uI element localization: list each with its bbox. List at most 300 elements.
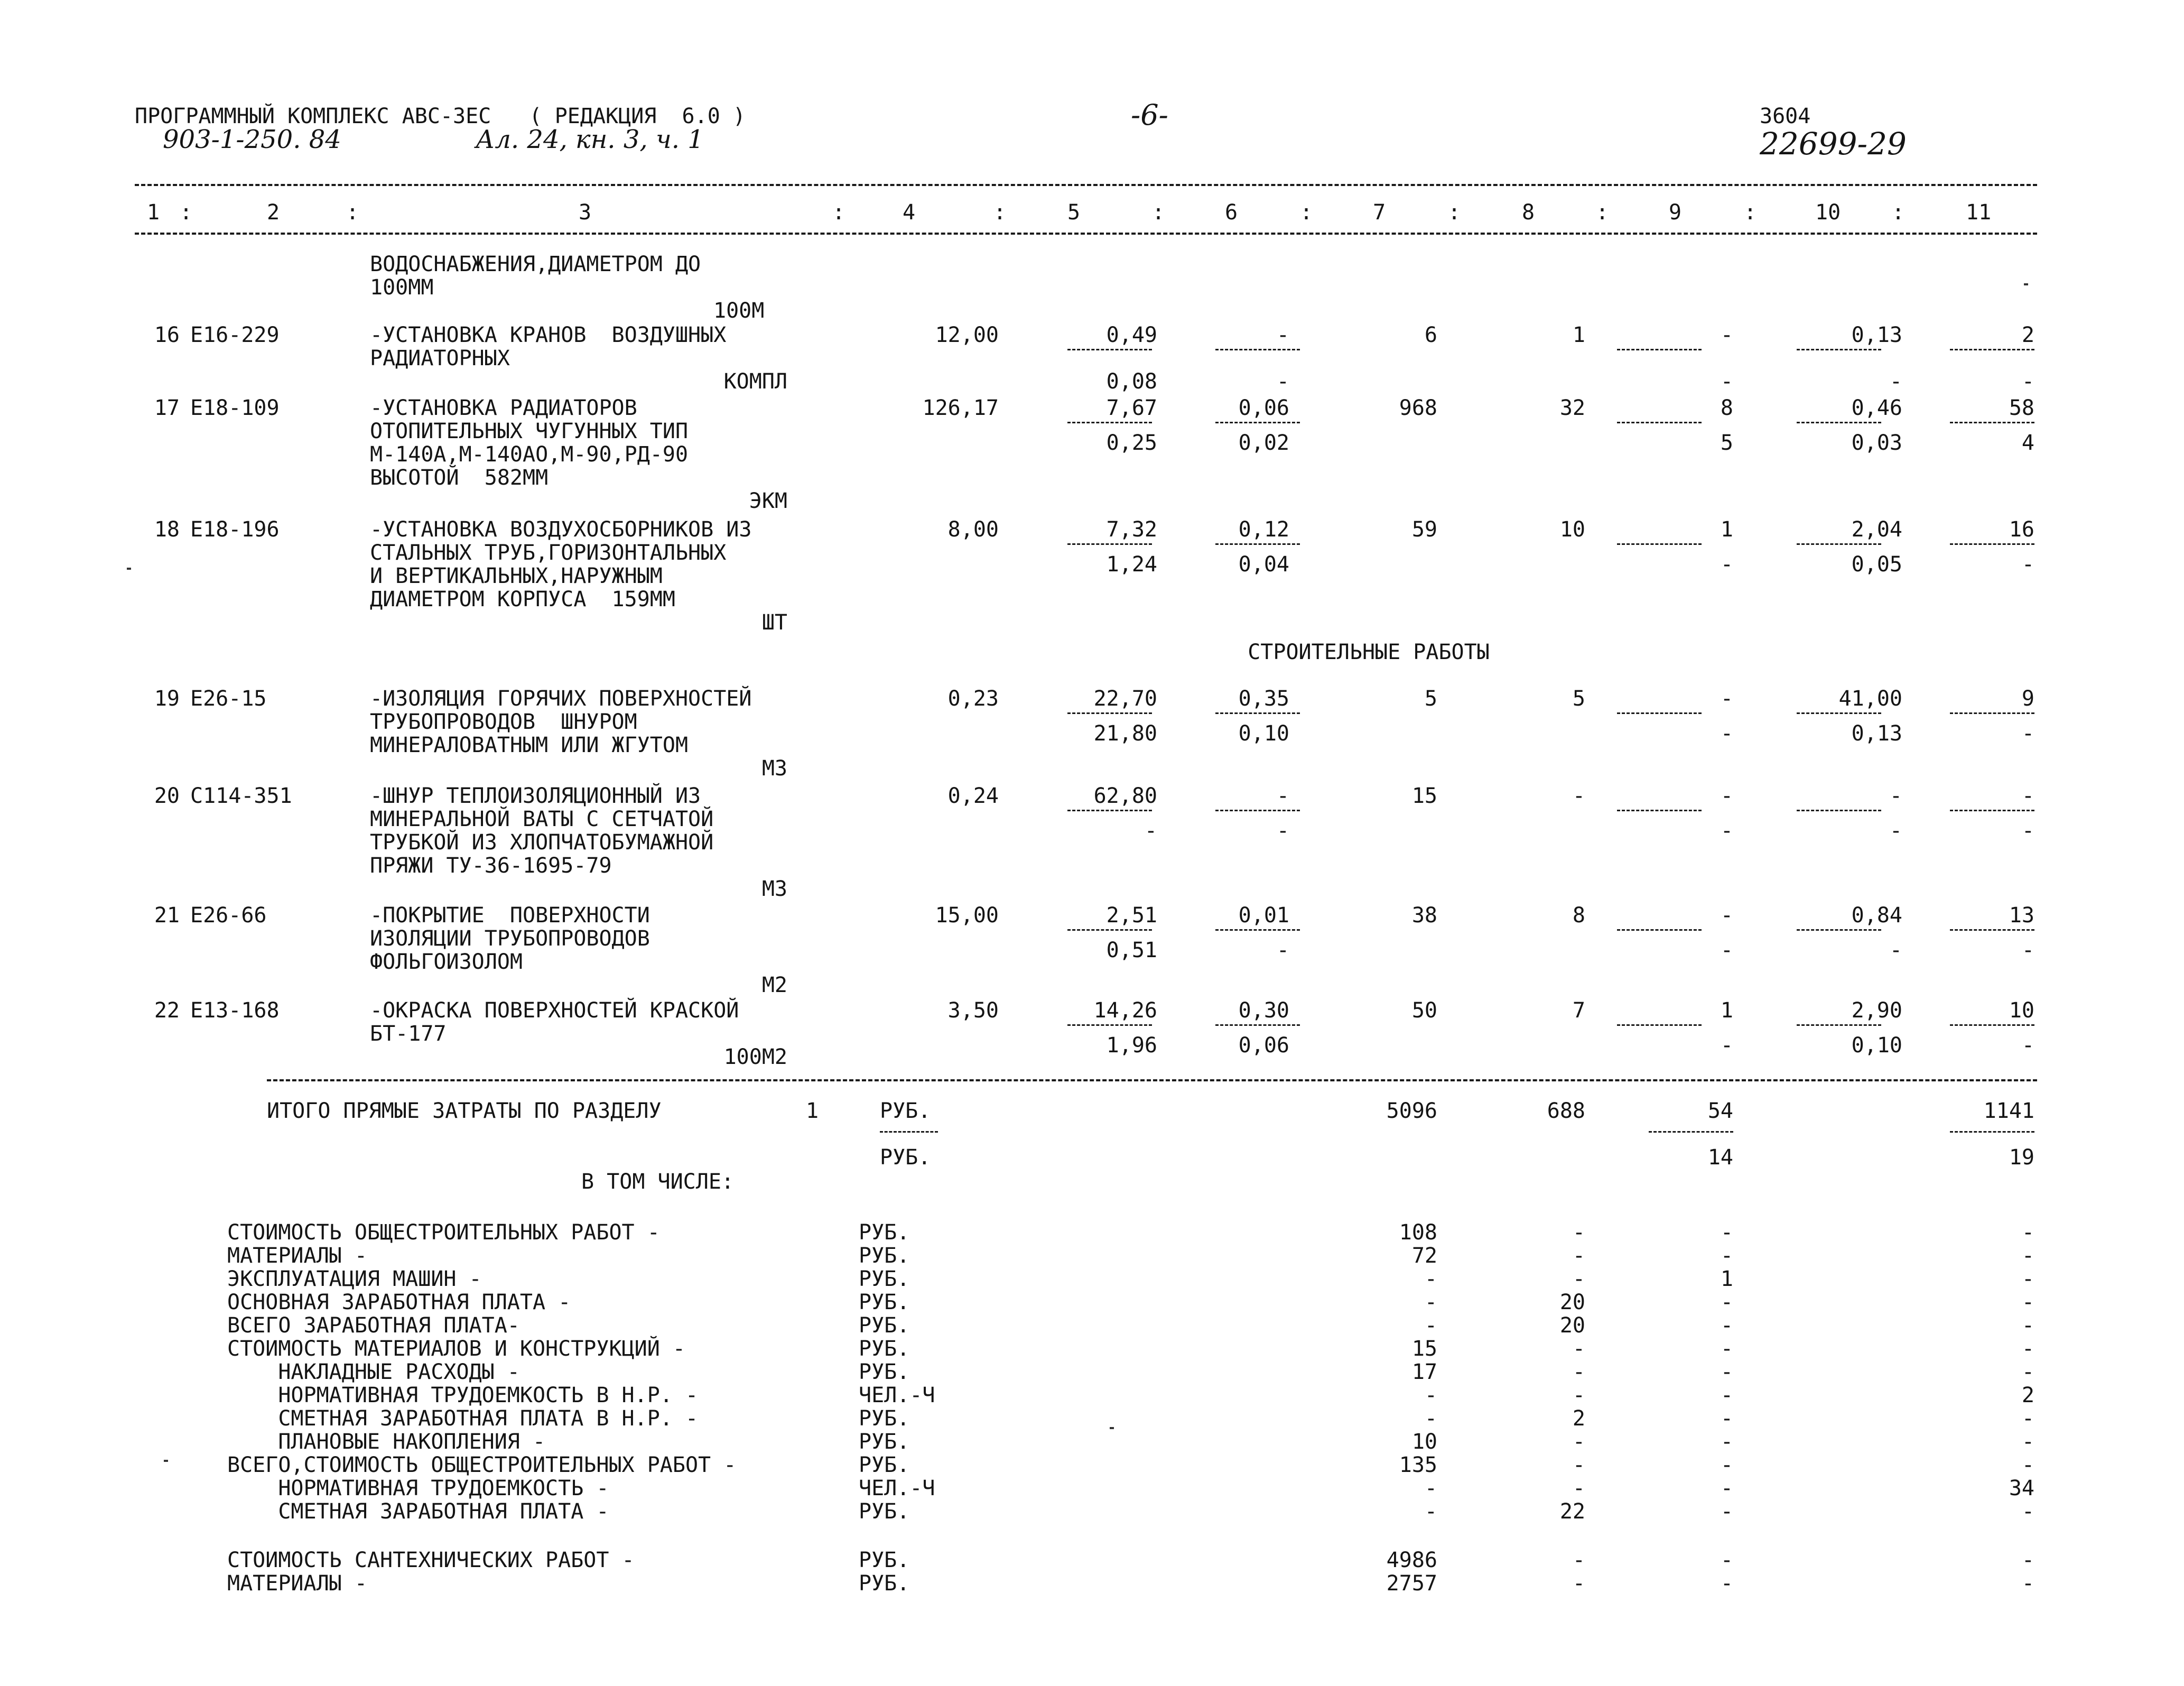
column-11-header: 11 [1966,200,1992,225]
col-10-value-secondary: - [1889,938,1902,962]
summary-label: СМЕТНАЯ ЗАРАБОТНАЯ ПЛАТА В Н.Р. - [227,1406,699,1431]
summary-unit: РУБ. [859,1220,910,1245]
summary-col-9: - [1720,1406,1733,1431]
work-description: -УСТАНОВКА КРАНОВ ВОЗДУШНЫХ [370,323,727,347]
cell-divider [1067,1024,1152,1026]
col-6-value-secondary: - [1276,369,1289,394]
col-11-value: 13 [2009,903,2034,928]
page-number: -6- [1131,98,1168,132]
unit-of-measure: М3 [761,877,787,901]
work-description: -УСТАНОВКА РАДИАТОРОВ [370,396,637,420]
summary-col-9: - [1720,1571,1733,1596]
summary-label: ОСНОВНАЯ ЗАРАБОТНАЯ ПЛАТА - [227,1290,571,1314]
scan-mark [2024,283,2028,285]
summary-col-9: - [1720,1476,1733,1500]
summary-unit: РУБ. [859,1548,910,1572]
work-description: -ШНУР ТЕПЛОИЗОЛЯЦИОННЫЙ ИЗ [370,784,701,808]
cell-divider [1797,929,1881,931]
summary-col-7: - [1424,1406,1437,1431]
cell-divider [1215,543,1300,545]
col-8-value: 8 [1572,903,1585,928]
summary-col-9: - [1720,1360,1733,1384]
summary-col-7: 17 [1411,1360,1437,1384]
column-5-header: 5 [1067,200,1081,225]
rate-code: Е18-196 [190,517,280,542]
work-description: -УСТАНОВКА ВОЗДУХОСБОРНИКОВ ИЗ [370,517,752,542]
col-5-value: 7,67 [1106,396,1157,420]
col-6-value-secondary: 0,02 [1238,431,1289,455]
summary-col-8: - [1572,1383,1585,1407]
header-rule-bottom [135,233,2037,235]
total-unit: РУБ. [880,1099,931,1123]
summary-col-7: 4986 [1386,1548,1437,1572]
summary-label: ЭКСПЛУАТАЦИЯ МАШИН - [227,1267,482,1291]
summary-label: НАКЛАДНЫЕ РАСХОДЫ - [227,1360,520,1384]
row-number: 20 [154,784,180,808]
summary-label: СМЕТНАЯ ЗАРАБОТНАЯ ПЛАТА - [227,1499,609,1524]
col-11-value-secondary: - [2021,938,2034,962]
summary-unit: РУБ. [859,1267,910,1291]
work-description: И ВЕРТИКАЛЬНЫХ,НАРУЖНЫМ [370,564,663,588]
col-8-value: 5 [1572,687,1585,711]
col-8-value: 10 [1559,517,1585,542]
col-8-value: 1 [1572,323,1585,347]
col-9-value: 1 [1720,998,1733,1023]
summary-col-8: 2 [1572,1406,1585,1431]
summary-col-9: - [1720,1499,1733,1524]
work-description: МИНЕРАЛЬНОЙ ВАТЫ С СЕТЧАТОЙ [370,807,714,831]
summary-col-11: - [2021,1430,2034,1454]
work-description: ТРУБОПРОВОДОВ ШНУРОМ [370,710,637,734]
total-label: ИТОГО ПРЯМЫЕ ЗАТРАТЫ ПО РАЗДЕЛУ [267,1099,662,1123]
col-11-value: 2 [2021,323,2034,347]
unit-of-measure: КОМПЛ [723,369,787,394]
col-6-value-secondary: - [1276,938,1289,962]
summary-col-7: - [1424,1476,1437,1500]
work-description: СТАЛЬНЫХ ТРУБ,ГОРИЗОНТАЛЬНЫХ [370,541,727,565]
summary-unit: РУБ. [859,1244,910,1268]
summary-col-11: - [2021,1360,2034,1384]
total-unit-secondary: РУБ. [880,1145,931,1170]
col-11-value-secondary: - [2021,1033,2034,1058]
column-2-header: 2 [267,200,280,225]
column-separator: : [1300,200,1313,225]
rate-code: Е13-168 [190,998,280,1023]
col-5-value-secondary: 1,24 [1106,552,1157,577]
summary-label: СТОИМОСТЬ САНТЕХНИЧЕСКИХ РАБОТ - [227,1548,635,1572]
summary-col-8: - [1572,1430,1585,1454]
column-9-header: 9 [1669,200,1682,225]
cell-divider [1649,1131,1733,1133]
total-col-7: 5096 [1386,1099,1437,1123]
summary-col-8: 20 [1559,1290,1585,1314]
unit-of-measure: ЭКМ [749,489,787,513]
cell-divider [1950,712,2034,714]
col-9-value: 1 [1720,517,1733,542]
summary-unit: РУБ. [859,1360,910,1384]
total-section-number: 1 [806,1099,819,1123]
including-label: В ТОМ ЧИСЛЕ: [581,1170,734,1194]
summary-col-8: - [1572,1571,1585,1596]
section-title: СТРОИТЕЛЬНЫЕ РАБОТЫ [1248,640,1490,664]
rate-code: Е26-15 [190,687,267,711]
summary-col-11: - [2021,1313,2034,1338]
summary-label: СТОИМОСТЬ МАТЕРИАЛОВ И КОНСТРУКЦИЙ - [227,1337,685,1361]
cell-divider [1950,422,2034,423]
work-description: МИНЕРАЛОВАТНЫМ ИЛИ ЖГУТОМ [370,733,689,757]
col-6-value: 0,30 [1238,998,1289,1023]
summary-col-9: - [1720,1453,1733,1477]
column-separator: : [180,200,193,225]
summary-label: ВСЕГО ЗАРАБОТНАЯ ПЛАТА- [227,1313,520,1338]
summary-col-11: 2 [2021,1383,2034,1407]
col-6-value-secondary: 0,06 [1238,1033,1289,1058]
continuation-text: 100ММ [370,275,434,300]
summary-col-11: - [2021,1406,2034,1431]
work-description: РАДИАТОРНЫХ [370,346,510,370]
quantity: 12,00 [935,323,999,347]
total-col-9-secondary: 14 [1707,1145,1733,1170]
col-5-value-secondary: - [1144,819,1157,843]
rate-code: Е26-66 [190,903,267,928]
cell-divider [1617,712,1702,714]
column-separator: : [1152,200,1165,225]
col-9-value-secondary: - [1720,819,1733,843]
column-8-header: 8 [1522,200,1535,225]
summary-label: ПЛАНОВЫЕ НАКОПЛЕНИЯ - [227,1430,546,1454]
summary-col-11: - [2021,1453,2034,1477]
col-8-value: - [1572,784,1585,808]
total-col-11-secondary: 19 [2009,1145,2034,1170]
col-6-value-secondary: - [1276,819,1289,843]
cell-divider [1067,810,1152,811]
cell-divider [1215,349,1300,350]
unit-underline [880,1131,938,1133]
project-number-handwritten: 903-1-250. 84 [163,125,341,154]
col-9-value-secondary: - [1720,721,1733,746]
column-separator: : [346,200,359,225]
summary-col-9: - [1720,1220,1733,1245]
col-10-value: 41,00 [1838,687,1902,711]
program-title: ПРОГРАММНЫЙ КОМПЛЕКС АВС-ЗЕС ( РЕДАКЦИЯ 6.0 ) [135,104,746,128]
summary-label: НОРМАТИВНАЯ ТРУДОЕМКОСТЬ - [227,1476,609,1500]
summary-col-9: - [1720,1290,1733,1314]
cell-divider [1067,929,1152,931]
scan-mark [164,1460,168,1462]
summary-col-9: - [1720,1548,1733,1572]
col-7-value: 6 [1424,323,1437,347]
cell-divider [1617,810,1702,811]
cell-divider [1215,422,1300,423]
summary-unit: РУБ. [859,1430,910,1454]
cell-divider [1797,543,1881,545]
column-1-header: 1 [147,200,160,225]
rate-code: Е16-229 [190,323,280,347]
unit-of-measure: ШТ [761,610,787,635]
col-5-value-secondary: 21,80 [1093,721,1157,746]
summary-unit: РУБ. [859,1337,910,1361]
rate-code: Е18-109 [190,396,280,420]
column-4-header: 4 [903,200,916,225]
row-number: 22 [154,998,180,1023]
summary-col-8: - [1572,1337,1585,1361]
summary-col-8: - [1572,1244,1585,1268]
total-col-8: 688 [1547,1099,1585,1123]
col-5-value-secondary: 0,08 [1106,369,1157,394]
column-separator: : [1892,200,1905,225]
row-number: 16 [154,323,180,347]
summary-col-8: - [1572,1548,1585,1572]
summary-unit: РУБ. [859,1313,910,1338]
header-rule-top [135,184,2037,186]
col-10-value-secondary: 0,03 [1851,431,1902,455]
col-9-value-secondary: - [1720,552,1733,577]
unit-of-measure: М2 [761,973,787,997]
work-description: БТ-177 [370,1022,447,1046]
continuation-text: ВОДОСНАБЖЕНИЯ,ДИАМЕТРОМ ДО [370,252,701,276]
col-9-value: - [1720,784,1733,808]
col-9-value-secondary: - [1720,938,1733,962]
cell-divider [1797,810,1881,811]
col-10-value: - [1889,784,1902,808]
col-6-value: 0,06 [1238,396,1289,420]
column-10-header: 10 [1815,200,1841,225]
cell-divider [1617,1024,1702,1026]
summary-unit: ЧЕЛ.-Ч [859,1476,935,1500]
cell-divider [1067,349,1152,350]
col-6-value: 0,12 [1238,517,1289,542]
col-9-value: - [1720,323,1733,347]
col-10-value-secondary: 0,10 [1851,1033,1902,1058]
col-6-value: - [1276,323,1289,347]
col-10-value: 2,04 [1851,517,1902,542]
col-11-value: 10 [2009,998,2034,1023]
summary-label: ВСЕГО,СТОИМОСТЬ ОБЩЕСТРОИТЕЛЬНЫХ РАБОТ - [227,1453,737,1477]
col-11-value: 9 [2021,687,2034,711]
col-6-value-secondary: 0,04 [1238,552,1289,577]
col-10-value: 0,13 [1851,323,1902,347]
col-10-value: 0,84 [1851,903,1902,928]
summary-col-8: - [1572,1360,1585,1384]
summary-unit: ЧЕЛ.-Ч [859,1383,935,1407]
summary-unit: РУБ. [859,1406,910,1431]
total-col-11: 1141 [1983,1099,2034,1123]
unit-of-measure: 100М2 [723,1045,787,1069]
summary-col-7: - [1424,1383,1437,1407]
summary-unit: РУБ. [859,1453,910,1477]
col-9-value: 8 [1720,396,1733,420]
work-description: ОТОПИТЕЛЬНЫХ ЧУГУННЫХ ТИП [370,419,689,443]
summary-col-7: 15 [1411,1337,1437,1361]
col-11-value-secondary: 4 [2021,431,2034,455]
work-description: -ПОКРЫТИЕ ПОВЕРХНОСТИ [370,903,650,928]
col-6-value: - [1276,784,1289,808]
quantity: 3,50 [947,998,999,1023]
col-10-value-secondary: 0,05 [1851,552,1902,577]
summary-col-8: 20 [1559,1313,1585,1338]
col-7-value: 5 [1424,687,1437,711]
summary-col-8: - [1572,1267,1585,1291]
column-6-header: 6 [1225,200,1238,225]
summary-col-8: 22 [1559,1499,1585,1524]
row-number: 19 [154,687,180,711]
summary-col-9: - [1720,1383,1733,1407]
column-separator: : [1744,200,1757,225]
cell-divider [1617,543,1702,545]
summary-col-11: - [2021,1290,2034,1314]
col-10-value-secondary: - [1889,369,1902,394]
col-10-value-secondary: 0,13 [1851,721,1902,746]
cell-divider [1617,422,1702,423]
summary-col-11: - [2021,1267,2034,1291]
summary-col-7: 72 [1411,1244,1437,1268]
cell-divider [1617,929,1702,931]
summary-col-11: - [2021,1244,2034,1268]
row-number: 18 [154,517,180,542]
col-7-value: 59 [1411,517,1437,542]
col-5-value: 0,49 [1106,323,1157,347]
col-9-value-secondary: 5 [1720,431,1733,455]
col-5-value-secondary: 1,96 [1106,1033,1157,1058]
cell-divider [1797,712,1881,714]
summary-col-11: - [2021,1499,2034,1524]
work-description: ИЗОЛЯЦИИ ТРУБОПРОВОДОВ [370,927,650,951]
summary-col-8: - [1572,1220,1585,1245]
col-7-value: 968 [1399,396,1437,420]
quantity: 15,00 [935,903,999,928]
unit-of-measure: М3 [761,756,787,781]
summary-col-9: - [1720,1337,1733,1361]
col-11-value: 16 [2009,517,2034,542]
column-7-header: 7 [1373,200,1386,225]
col-7-value: 50 [1411,998,1437,1023]
col-5-value: 62,80 [1093,784,1157,808]
cell-divider [1617,349,1702,350]
summary-col-7: - [1424,1267,1437,1291]
summary-col-7: 135 [1399,1453,1437,1477]
cell-divider [1797,1024,1881,1026]
cell-divider [1215,1024,1300,1026]
quantity: 0,24 [947,784,999,808]
summary-col-8: - [1572,1453,1585,1477]
total-rule [267,1079,2037,1081]
total-col-9: 54 [1707,1099,1733,1123]
cell-divider [1950,1024,2034,1026]
cell-divider [1950,543,2034,545]
work-description: ТРУБКОЙ ИЗ ХЛОПЧАТОБУМАЖНОЙ [370,830,714,855]
document-code: 3604 [1760,104,1811,128]
cell-divider [1067,543,1152,545]
work-description: ФОЛЬГОИЗОЛОМ [370,950,523,974]
col-10-value-secondary: - [1889,819,1902,843]
cell-divider [1215,712,1300,714]
column-separator: : [1596,200,1609,225]
work-description: ДИАМЕТРОМ КОРПУСА 159ММ [370,587,675,612]
col-6-value-secondary: 0,10 [1238,721,1289,746]
col-5-value: 7,32 [1106,517,1157,542]
column-separator: : [832,200,845,225]
quantity: 8,00 [947,517,999,542]
column-separator: : [993,200,1007,225]
summary-unit: РУБ. [859,1571,910,1596]
summary-col-11: - [2021,1571,2034,1596]
summary-col-11: 34 [2009,1476,2034,1500]
col-5-value-secondary: 0,25 [1106,431,1157,455]
col-8-value: 32 [1559,396,1585,420]
col-6-value: 0,01 [1238,903,1289,928]
cell-divider [1950,1131,2034,1133]
album-reference-handwritten: Ал. 24, кн. 3, ч. 1 [476,125,704,154]
scan-mark [127,568,131,570]
summary-unit: РУБ. [859,1290,910,1314]
col-8-value: 7 [1572,998,1585,1023]
summary-unit: РУБ. [859,1499,910,1524]
summary-col-9: - [1720,1430,1733,1454]
summary-col-11: - [2021,1337,2034,1361]
cell-divider [1215,929,1300,931]
summary-label: СТОИМОСТЬ ОБЩЕСТРОИТЕЛЬНЫХ РАБОТ - [227,1220,660,1245]
col-5-value: 2,51 [1106,903,1157,928]
summary-col-7: - [1424,1290,1437,1314]
col-9-value: - [1720,903,1733,928]
col-5-value: 14,26 [1093,998,1157,1023]
scan-mark [1110,1427,1114,1429]
cell-divider [1067,712,1152,714]
summary-col-11: - [2021,1548,2034,1572]
col-7-value: 38 [1411,903,1437,928]
summary-col-7: - [1424,1499,1437,1524]
cell-divider [1067,422,1152,423]
col-11-value-secondary: - [2021,819,2034,843]
summary-col-9: - [1720,1244,1733,1268]
col-9-value-secondary: - [1720,369,1733,394]
col-5-value: 22,70 [1093,687,1157,711]
col-11-value-secondary: - [2021,552,2034,577]
col-5-value-secondary: 0,51 [1106,938,1157,962]
col-10-value: 2,90 [1851,998,1902,1023]
summary-label: МАТЕРИАЛЫ - [227,1244,367,1268]
summary-col-9: - [1720,1313,1733,1338]
col-10-value: 0,46 [1851,396,1902,420]
cell-divider [1950,810,2034,811]
work-description: ВЫСОТОЙ 582ММ [370,466,549,490]
col-7-value: 15 [1411,784,1437,808]
cell-divider [1797,349,1881,350]
summary-col-7: 2757 [1386,1571,1437,1596]
col-11-value-secondary: - [2021,369,2034,394]
rate-code: С114-351 [190,784,292,808]
col-11-value: 58 [2009,396,2034,420]
summary-col-11: - [2021,1220,2034,1245]
summary-label: МАТЕРИАЛЫ - [227,1571,367,1596]
column-separator: : [1448,200,1461,225]
col-9-value-secondary: - [1720,1033,1733,1058]
work-description: -ОКРАСКА ПОВЕРХНОСТЕЙ КРАСКОЙ [370,998,739,1023]
work-description: ПРЯЖИ ТУ-36-1695-79 [370,854,612,878]
summary-col-9: 1 [1720,1267,1733,1291]
cell-divider [1797,422,1881,423]
row-number: 21 [154,903,180,928]
cell-divider [1215,810,1300,811]
summary-label: НОРМАТИВНАЯ ТРУДОЕМКОСТЬ В Н.Р. - [227,1383,699,1407]
summary-col-8: - [1572,1476,1585,1500]
quantity: 0,23 [947,687,999,711]
continuation-unit: 100М [713,299,765,323]
col-11-value-secondary: - [2021,721,2034,746]
registration-number-handwritten: 22699-29 [1760,126,1907,162]
col-9-value: - [1720,687,1733,711]
row-number: 17 [154,396,180,420]
